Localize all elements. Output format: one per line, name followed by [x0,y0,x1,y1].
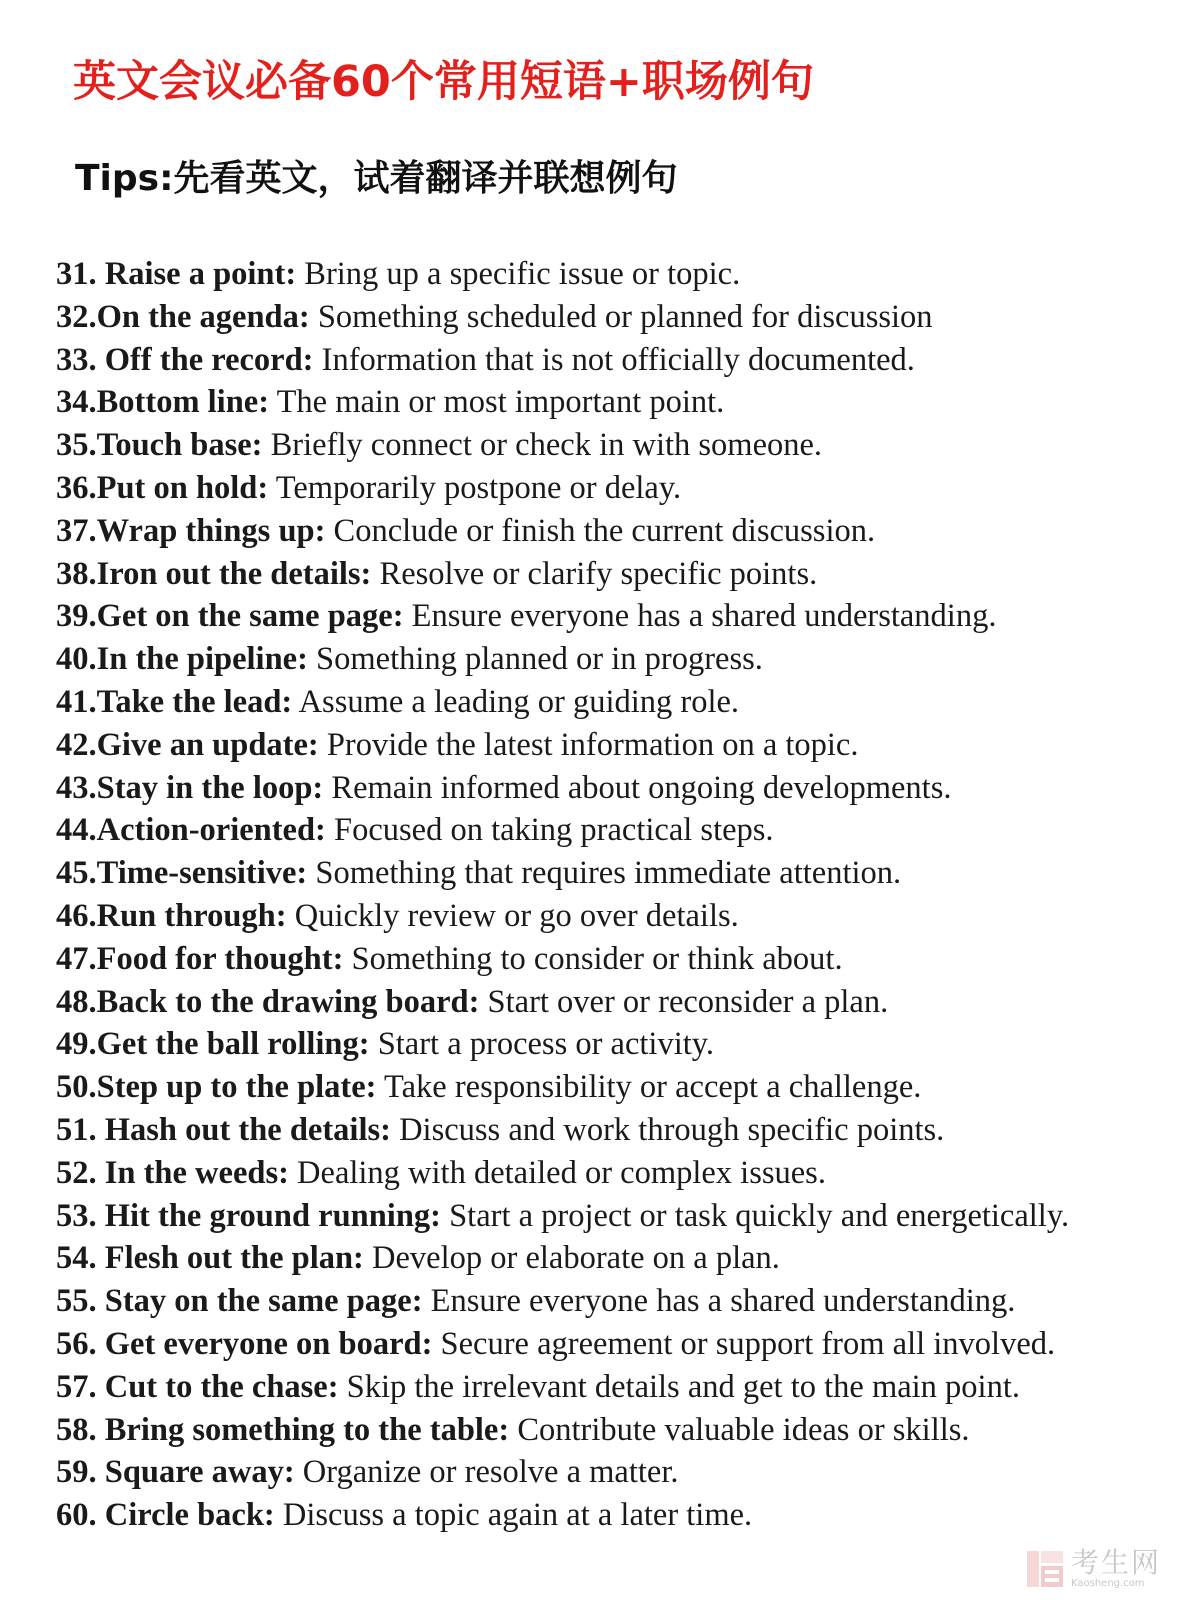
phrase-definition: Ensure everyone has a shared understanding. [422,1283,1016,1320]
phrase-item [56,981,1186,1024]
phrase-number: 35. [56,427,97,464]
phrase-number: 56. [56,1325,105,1362]
phrase-definition: Start over or reconsider a plan. [479,983,889,1020]
phrase-definition: Information that is not officially documented. [313,341,915,378]
phrase-definition: The main or most important point. [269,384,725,421]
phrase-item [56,681,1186,724]
phrase-definition: Temporarily postpone or delay. [268,469,682,506]
phrase-term: Iron out the details: [96,555,372,592]
phrase-term: Give an update: [96,726,319,763]
phrase-term: Circle back: [104,1497,275,1534]
phrase-definition: Remain informed about ongoing developments. [323,769,952,806]
phrase-definition: Secure agreement or support from all involved. [432,1325,1056,1362]
phrase-item [56,1280,1186,1323]
phrase-item [56,1451,1186,1494]
phrase-definition: Provide the latest information on a topic. [318,726,859,763]
phrase-definition: Discuss a topic again at a later time. [274,1497,753,1534]
phrase-term: Food for thought: [96,940,344,977]
phrase-term: Square away: [104,1454,295,1491]
phrase-item [56,1323,1186,1366]
watermark-name: 考生网 [1071,1546,1162,1579]
phrase-item [56,1237,1186,1280]
phrase-term: Stay in the loop: [96,769,324,806]
phrase-definition: Something planned or in progress. [307,641,763,678]
phrase-number: 57. [56,1368,105,1405]
phrase-term: Bring something to the table: [104,1411,510,1448]
phrase-number: 41. [56,683,97,720]
phrase-item [56,381,1186,424]
phrase-term: Stay on the same page: [104,1283,423,1320]
phrase-number: 32. [56,298,97,335]
phrase-item [56,553,1186,596]
phrase-term: Get on the same page: [96,598,404,635]
watermark [1025,1548,1161,1590]
phrase-number: 31. [56,256,105,292]
phrase-item [56,852,1186,895]
phrase-number: 34. [56,384,97,421]
phrase-number: 53. [56,1197,105,1234]
phrase-number: 50. [56,1069,97,1106]
phrase-item [56,1152,1186,1195]
phrase-item [56,424,1186,467]
phrase-term: Wrap things up: [96,512,326,549]
phrase-item [56,467,1186,510]
phrase-item [56,1066,1186,1109]
watermark-url: Kaosheng.com [1071,1578,1145,1589]
phrase-number: 40. [56,641,97,678]
phrase-definition: Take responsibility or accept a challenge. [376,1069,922,1106]
phrase-definition: Something that requires immediate attention. [307,855,902,892]
phrase-item [56,1494,1186,1537]
phrase-definition: Briefly connect or check in with someone. [262,427,823,464]
phrase-number: 36. [56,469,97,506]
phrase-item [56,938,1186,981]
page-title: 英文会议必备60个常用短语+职场例句 [73,57,814,107]
phrase-number: 38. [56,555,97,592]
phrase-term: Touch base: [96,427,263,464]
phrase-term: Cut to the chase: [104,1368,339,1405]
phrase-term: Time-sensitive: [96,855,308,892]
phrase-number: 33. [56,341,105,378]
phrase-term: Off the record: [104,341,314,378]
phrase-list [56,253,1186,1537]
phrase-item [56,510,1186,553]
phrase-item [56,809,1186,852]
phrase-definition: Quickly review or go over details. [286,897,739,934]
phrase-definition: Develop or elaborate on a plan. [363,1240,780,1277]
phrase-item [56,1109,1186,1152]
phrase-term: In the weeds: [104,1154,289,1191]
phrase-term: Put on hold: [96,469,269,506]
phrase-number: 59. [56,1454,105,1491]
phrase-item [56,895,1186,938]
kaosheng-logo-icon [1025,1549,1065,1589]
phrase-item [56,638,1186,681]
phrase-number: 54. [56,1240,105,1277]
phrase-number: 47. [56,940,97,977]
phrase-item [56,339,1186,382]
phrase-number: 55. [56,1283,105,1320]
phrase-number: 39. [56,598,97,635]
phrase-item [56,296,1186,339]
phrase-term: Get everyone on board: [104,1325,433,1362]
phrase-term: Hash out the details: [104,1111,391,1148]
phrase-definition: Ensure everyone has a shared understanding. [403,598,997,635]
phrase-term: Raise a point: [104,256,297,292]
phrase-definition: Assume a leading or guiding role. [292,683,740,720]
phrase-number: 52. [56,1154,105,1191]
phrase-term: Run through: [96,897,287,934]
phrase-definition: Conclude or finish the current discussion. [325,512,876,549]
phrase-number: 44. [56,812,97,849]
phrase-term: Hit the ground running: [104,1197,441,1234]
phrase-number: 49. [56,1026,97,1063]
phrase-number: 48. [56,983,97,1020]
phrase-term: On the agenda: [96,298,310,335]
page-subtitle: Tips:先看英文，试着翻译并联想例句 [75,158,678,199]
phrase-item [56,767,1186,810]
phrase-definition: Start a project or task quickly and energetically. [440,1197,1070,1234]
phrase-item [56,253,1186,296]
phrase-term: Flesh out the plan: [104,1240,364,1277]
phrase-term: Get the ball rolling: [96,1026,370,1063]
phrase-term: Action-oriented: [96,812,326,849]
phrase-term: Step up to the plate: [96,1069,377,1106]
phrase-definition: Dealing with detailed or complex issues. [288,1154,826,1191]
phrase-definition: Bring up a specific issue or topic. [296,256,741,292]
phrase-number: 46. [56,897,97,934]
phrase-definition: Focused on taking practical steps. [325,812,774,849]
phrase-item [56,1195,1186,1238]
phrase-number: 43. [56,769,97,806]
phrase-term: Back to the drawing board: [96,983,480,1020]
phrase-number: 37. [56,512,97,549]
phrase-definition: Start a process or activity. [369,1026,715,1063]
phrase-term: Bottom line: [96,384,270,421]
phrase-item [56,1023,1186,1066]
phrase-number: 60. [56,1497,105,1534]
phrase-number: 58. [56,1411,105,1448]
phrase-item [56,1409,1186,1452]
phrase-definition: Discuss and work through specific points. [390,1111,945,1148]
phrase-definition: Resolve or clarify specific points. [371,555,818,592]
phrase-term: In the pipeline: [96,641,308,678]
phrase-number: 45. [56,855,97,892]
phrase-item [56,595,1186,638]
phrase-definition: Contribute valuable ideas or skills. [509,1411,970,1448]
phrase-item [56,724,1186,767]
phrase-definition: Skip the irrelevant details and get to the main point. [338,1368,1020,1405]
phrase-definition: Something scheduled or planned for discussion [309,298,933,335]
phrase-definition: Something to consider or think about. [343,940,843,977]
phrase-number: 51. [56,1111,105,1148]
phrase-term: Take the lead: [96,683,293,720]
phrase-definition: Organize or resolve a matter. [294,1454,679,1491]
phrase-number: 42. [56,726,97,763]
phrase-item [56,1366,1186,1409]
